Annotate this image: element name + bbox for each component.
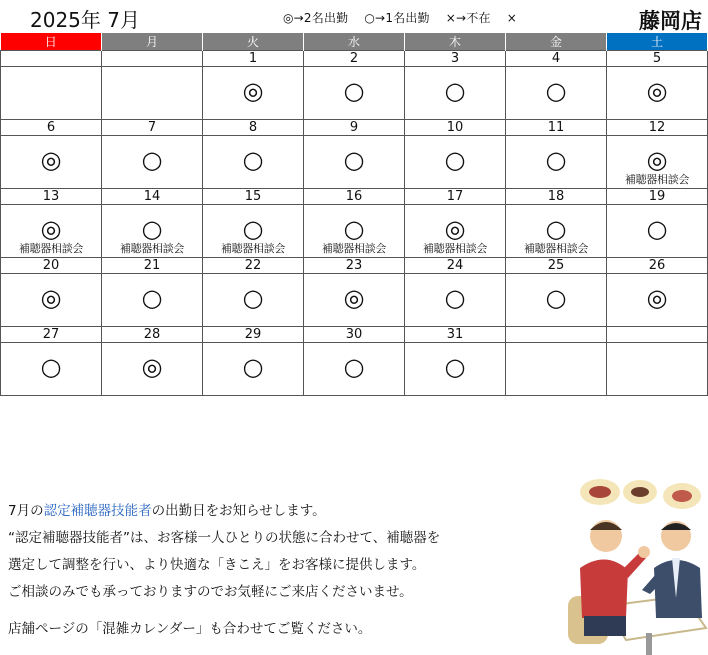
day-number: 8 (203, 120, 304, 136)
attendance-mark: ○ (242, 215, 264, 243)
day-cell (203, 67, 304, 120)
day-number: 19 (607, 189, 708, 205)
legend-two-staff: ◎→2名出勤 (283, 11, 349, 25)
day-number: 3 (405, 51, 506, 67)
day-number: 21 (102, 258, 203, 274)
info-line-5: 店舗ページの「混雑カレンダー」も合わせてご覧ください。 (8, 621, 372, 637)
weekday-sunday: 日 (1, 33, 102, 51)
weekday-wednesday: 水 (304, 33, 405, 51)
day-number: 6 (1, 120, 102, 136)
attendance-row (1, 136, 708, 189)
attendance-mark: ○ (343, 215, 365, 243)
info-text (8, 498, 440, 643)
date-number-row (1, 120, 708, 136)
date-number-row (1, 258, 708, 274)
weekday-header-row (1, 33, 708, 51)
day-cell (1, 136, 102, 189)
attendance-mark: ○ (444, 353, 466, 381)
weekday-tuesday: 火 (203, 33, 304, 51)
day-number: 16 (304, 189, 405, 205)
info-line-3: 選定して調整を行い、より快適な「きこえ」をお客様に提供します。 (8, 557, 426, 573)
day-number (506, 327, 607, 343)
day-number: 13 (1, 189, 102, 205)
attendance-mark: ◎ (646, 284, 668, 312)
day-cell (607, 136, 708, 189)
day-number: 1 (203, 51, 304, 67)
info-line-2: “認定補聴器技能者”は、お客様一人ひとりの状態に合わせて、補聴器を (8, 530, 441, 546)
day-cell (607, 67, 708, 120)
day-cell (304, 343, 405, 396)
attendance-mark: ◎ (40, 215, 62, 243)
day-number: 5 (607, 51, 708, 67)
attendance-mark: ○ (343, 146, 365, 174)
attendance-row (1, 205, 708, 258)
day-cell (607, 205, 708, 258)
day-number: 29 (203, 327, 304, 343)
attendance-mark: ○ (545, 284, 567, 312)
weekday-friday: 金 (506, 33, 607, 51)
day-number: 23 (304, 258, 405, 274)
day-number: 31 (405, 327, 506, 343)
day-cell (304, 67, 405, 120)
attendance-mark: ○ (242, 284, 264, 312)
weekday-thursday: 木 (405, 33, 506, 51)
date-number-row (1, 51, 708, 67)
day-cell (1, 343, 102, 396)
day-number (102, 51, 203, 67)
day-cell (102, 274, 203, 327)
day-number: 17 (405, 189, 506, 205)
legend-extra: × (506, 11, 517, 25)
consultation-illustration (566, 478, 708, 655)
day-cell (1, 205, 102, 258)
day-number: 11 (506, 120, 607, 136)
day-number: 18 (506, 189, 607, 205)
day-number: 7 (102, 120, 203, 136)
day-number: 28 (102, 327, 203, 343)
attendance-mark: ◎ (343, 284, 365, 312)
day-number: 30 (304, 327, 405, 343)
attendance-mark: ○ (444, 77, 466, 105)
attendance-mark: ○ (343, 77, 365, 105)
date-number-row (1, 189, 708, 205)
attendance-mark: ○ (242, 146, 264, 174)
day-cell (506, 343, 607, 396)
day-cell (405, 67, 506, 120)
day-cell (304, 136, 405, 189)
attendance-mark: ◎ (141, 353, 163, 381)
day-cell (102, 343, 203, 396)
event-note: 補聴器相談会 (119, 242, 185, 255)
day-cell (506, 274, 607, 327)
attendance-mark: ○ (141, 215, 163, 243)
day-cell (203, 274, 304, 327)
attendance-mark: ○ (545, 146, 567, 174)
day-number: 24 (405, 258, 506, 274)
attendance-mark: ○ (40, 353, 62, 381)
attendance-mark: ◎ (40, 146, 62, 174)
day-cell (607, 343, 708, 396)
legend-absent: ×→不在 (445, 11, 491, 25)
day-cell (1, 67, 102, 120)
day-number: 25 (506, 258, 607, 274)
day-cell (102, 67, 203, 120)
day-number: 10 (405, 120, 506, 136)
attendance-mark: ◎ (242, 77, 264, 105)
legend-one-staff: ○→1名出勤 (364, 11, 430, 25)
day-cell (405, 343, 506, 396)
day-number: 9 (304, 120, 405, 136)
attendance-mark: ○ (141, 284, 163, 312)
attendance-mark: ○ (444, 146, 466, 174)
attendance-row (1, 67, 708, 120)
attendance-mark: ◎ (646, 77, 668, 105)
day-cell (102, 136, 203, 189)
info-line-1-prefix: 7月の (8, 503, 44, 519)
day-number: 15 (203, 189, 304, 205)
calendar-header (0, 0, 708, 33)
event-note: 補聴器相談会 (220, 242, 286, 255)
weekday-saturday: 土 (607, 33, 708, 51)
store-name: 藤岡店 (639, 8, 702, 33)
day-number: 2 (304, 51, 405, 67)
day-cell (203, 343, 304, 396)
day-number: 14 (102, 189, 203, 205)
day-cell (1, 274, 102, 327)
day-cell (304, 274, 405, 327)
month-title: 2025年 7月 (30, 8, 140, 32)
day-cell (102, 205, 203, 258)
day-number (1, 51, 102, 67)
attendance-mark: ○ (545, 215, 567, 243)
event-note: 補聴器相談会 (523, 242, 589, 255)
day-number (607, 327, 708, 343)
attendance-mark: ○ (646, 215, 668, 243)
info-line-1 (8, 498, 440, 525)
day-cell (405, 205, 506, 258)
day-number: 22 (203, 258, 304, 274)
day-number: 26 (607, 258, 708, 274)
event-note: 補聴器相談会 (624, 173, 690, 186)
attendance-legend (283, 9, 529, 26)
event-note: 補聴器相談会 (321, 242, 387, 255)
day-number: 4 (506, 51, 607, 67)
attendance-mark: ○ (343, 353, 365, 381)
date-number-row (1, 327, 708, 343)
attendance-row (1, 274, 708, 327)
attendance-mark: ◎ (444, 215, 466, 243)
attendance-mark: ○ (141, 146, 163, 174)
certified-technician-link[interactable]: 認定補聴器技能者 (43, 503, 152, 519)
attendance-mark: ◎ (646, 146, 668, 174)
attendance-mark: ○ (242, 353, 264, 381)
weekday-monday: 月 (102, 33, 203, 51)
event-note: 補聴器相談会 (422, 242, 488, 255)
day-cell (506, 136, 607, 189)
day-cell (304, 205, 405, 258)
info-line-4: ご相談のみでも承っておりますのでお気軽にご来店くださいませ。 (8, 584, 413, 600)
attendance-row (1, 343, 708, 396)
attendance-mark: ◎ (40, 284, 62, 312)
calendar-body (1, 51, 708, 396)
day-cell (203, 136, 304, 189)
event-note: 補聴器相談会 (18, 242, 84, 255)
day-number: 20 (1, 258, 102, 274)
day-number: 12 (607, 120, 708, 136)
day-cell (405, 274, 506, 327)
info-line-1-suffix: の出勤日をお知らせします。 (151, 503, 326, 519)
attendance-mark: ○ (444, 284, 466, 312)
attendance-mark: ○ (545, 77, 567, 105)
attendance-calendar (0, 33, 708, 396)
day-cell (607, 274, 708, 327)
day-cell (506, 205, 607, 258)
day-cell (405, 136, 506, 189)
day-cell (506, 67, 607, 120)
day-cell (203, 205, 304, 258)
day-number: 27 (1, 327, 102, 343)
